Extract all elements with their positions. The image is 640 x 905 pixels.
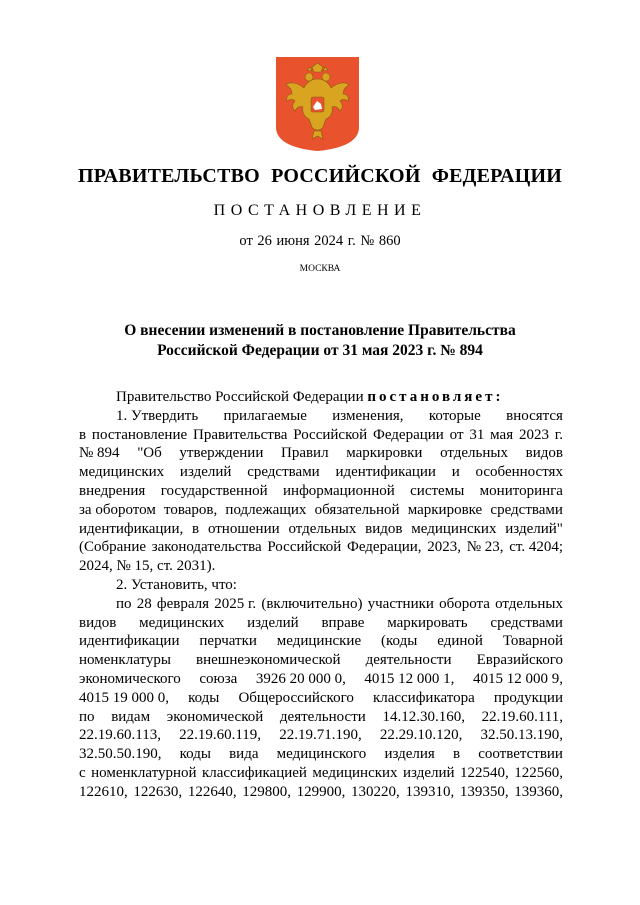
body-word: системы [410, 482, 465, 499]
russian-coat-of-arms-icon [276, 57, 359, 151]
body-word: 2023, [427, 539, 462, 556]
body-word: изделий" [505, 520, 563, 537]
body-word: 32.50.50.190, [79, 746, 162, 763]
body-word: "Об [137, 445, 162, 462]
body-word: 22.19.60.119, [179, 727, 262, 744]
body-word: 32.50.13.190, [480, 727, 563, 744]
body-line [79, 557, 563, 576]
body-word: изделий [247, 614, 299, 631]
body-word: мониторинга [479, 482, 563, 499]
body-word: медицинских [411, 520, 497, 537]
body-word: отдельных [440, 445, 508, 462]
body-line [79, 651, 563, 670]
body-word: подлежащих [225, 501, 307, 518]
body-word: г. [554, 426, 563, 443]
body-word: видов [365, 520, 403, 537]
body-word: Правительства [192, 426, 288, 443]
body-line [79, 689, 563, 708]
body-word: отдельных [288, 520, 357, 537]
body-word: классификатора [372, 689, 475, 706]
body-word: видам [111, 708, 151, 725]
document-date-number: от 26 июня 2024 г. № 860 [239, 233, 401, 249]
body-line [79, 745, 563, 764]
body-word: ст. 4204; [509, 539, 563, 556]
body-word: утверждении [179, 445, 264, 462]
body-word: вправе [321, 614, 365, 631]
body-line [79, 520, 563, 539]
body-word: 1. Утвердить [116, 407, 199, 424]
body-word: медицинские [276, 633, 362, 650]
body-word: товаров, [164, 501, 218, 518]
body-word: 28 [136, 595, 152, 612]
body-word: 122640, [187, 783, 237, 800]
body-word: Российской [293, 426, 368, 443]
body-line [79, 576, 563, 595]
body-line [79, 764, 563, 783]
body-word: 14.12.30.160, [382, 708, 465, 725]
body-word: февраля [156, 595, 210, 612]
body-word: средствами [490, 614, 563, 631]
body-word: информационной [283, 482, 395, 499]
body-word: маркировки [346, 445, 423, 462]
body-word: обязательной [314, 501, 400, 518]
body-word: Общероссийского [238, 689, 354, 706]
body-line [79, 783, 563, 802]
body-word: 122630, [133, 783, 183, 800]
body-word: 2023 [518, 426, 549, 443]
body-word: 4015 12 000 1, [364, 670, 455, 687]
body-word: медицинского [276, 746, 367, 763]
body-word: маркировке [407, 501, 483, 518]
body-word: 139310, [405, 783, 455, 800]
body-word: особенностях [475, 464, 563, 481]
body-word: маркировать [387, 614, 468, 631]
body-line [79, 670, 563, 689]
body-word: коды [188, 689, 220, 706]
body-word: вида [229, 746, 259, 763]
body-word: перчатки [199, 633, 257, 650]
body-word: 130220, [351, 783, 400, 800]
body-word: от [449, 426, 464, 443]
body-word: Евразийского [476, 652, 563, 669]
body-word: 2. Установить, что: [116, 576, 237, 593]
body-line [79, 388, 563, 407]
body-line [79, 595, 563, 614]
body-word: постановление [91, 426, 188, 443]
body-word: 139350, [459, 783, 509, 800]
body-word: 2025 г. [214, 595, 257, 612]
body-word: экономического [79, 670, 181, 687]
document-subject [0, 321, 640, 361]
body-word: с [79, 764, 86, 781]
document-body [79, 388, 563, 802]
body-word: государственной [160, 482, 268, 499]
body-word: 122540, [459, 764, 509, 781]
body-word: по [116, 595, 132, 612]
document-type: ПОСТАНОВЛЕНИЕ [213, 202, 427, 219]
body-word: идентификации, [79, 520, 184, 537]
body-word: 139360, [514, 783, 563, 800]
body-word: изделия [384, 746, 435, 763]
body-word: в [79, 426, 87, 443]
body-line [79, 501, 563, 520]
body-word: отдельных [495, 595, 563, 612]
body-line [79, 463, 563, 482]
body-word: (включительно) [261, 595, 363, 612]
body-word: деятельности [365, 652, 452, 669]
body-line [79, 614, 563, 633]
body-word: Правительство Российской Федерации [116, 389, 368, 405]
body-word: единой [437, 633, 483, 650]
body-word: № 894 [79, 445, 120, 462]
body-word: изделий [403, 764, 455, 781]
body-word: изделий [179, 464, 232, 481]
body-line [79, 426, 563, 445]
body-word: за оборотом [79, 501, 156, 518]
body-word: средствами [490, 501, 563, 518]
body-word: которые [428, 407, 481, 424]
body-word: коды [179, 746, 211, 763]
body-word: Товарной [502, 633, 563, 650]
body-line [79, 444, 563, 463]
body-line [79, 632, 563, 651]
body-line [79, 708, 563, 727]
body-word: номенклатурной [91, 764, 197, 781]
body-word: 2024, № 15, ст. 2031). [79, 558, 216, 575]
body-word: внешнеэкономической [196, 652, 341, 669]
body-line [79, 726, 563, 745]
body-word: 22.19.60.111, [481, 708, 563, 725]
body-word: мая [490, 426, 514, 443]
subject-line: Российской Федерации от 31 мая 2023 г. № 894 [157, 342, 483, 359]
body-word: классификацией [201, 764, 307, 781]
body-word: Федерации, [346, 539, 422, 556]
body-word: оборота [439, 595, 490, 612]
body-word: идентификации [335, 464, 436, 481]
body-word: 122560, [514, 764, 563, 781]
body-word: идентификации [79, 633, 180, 650]
body-word: 129800, [242, 783, 291, 800]
government-title: ПРАВИТЕЛЬСТВО РОССИЙСКОЙ ФЕДЕРАЦИИ [78, 165, 562, 187]
body-line [79, 407, 563, 426]
body-word: продукции [493, 689, 563, 706]
decree-keyword: постановляет: [367, 389, 504, 405]
body-word: прилагаемые [223, 407, 307, 424]
body-word: экономической [166, 708, 264, 725]
body-word: Федерации [372, 426, 444, 443]
body-word: 22.19.60.113, [79, 727, 161, 744]
body-word: Правил [280, 445, 329, 462]
body-word: (коды [381, 633, 418, 650]
body-word: средствами [247, 464, 320, 481]
body-word: 4015 12 000 9, [472, 670, 563, 687]
body-word: 122610, [79, 783, 128, 800]
body-word: 4015 19 000 0, [79, 689, 169, 706]
body-word: номенклатуры [79, 652, 171, 669]
body-word: медицинских [312, 764, 398, 781]
body-word: 129900, [296, 783, 346, 800]
body-word: 22.19.71.190, [279, 727, 362, 744]
body-word: в [192, 520, 200, 537]
body-word: 3926 20 000 0, [255, 670, 346, 687]
body-word: законодательства [151, 539, 262, 556]
body-word: изменения, [332, 407, 404, 424]
body-word: медицинских [79, 464, 165, 481]
body-word: вносятся [506, 407, 563, 424]
body-word: в [452, 746, 461, 763]
body-word: № 23, [466, 539, 504, 556]
body-word: соответствии [478, 746, 563, 763]
subject-line: О внесении изменений в постановление Правительства [124, 322, 516, 339]
body-line [79, 482, 563, 501]
body-word: видов [79, 614, 117, 631]
body-word: 31 [469, 426, 485, 443]
body-word: видов [525, 445, 563, 462]
body-word: внедрения [79, 482, 146, 499]
body-word: Российской [267, 539, 342, 556]
body-word: 22.29.10.120, [379, 727, 463, 744]
document-city: МОСКВА [299, 264, 341, 274]
body-line [79, 538, 563, 557]
body-word: деятельности [279, 708, 366, 725]
body-word: по [79, 708, 95, 725]
body-word: участники [367, 595, 434, 612]
body-word: и [451, 464, 460, 481]
body-word: медицинских [139, 614, 225, 631]
body-word: (Собрание [79, 539, 147, 556]
body-word: отношении [207, 520, 280, 537]
body-word: союза [199, 670, 238, 687]
